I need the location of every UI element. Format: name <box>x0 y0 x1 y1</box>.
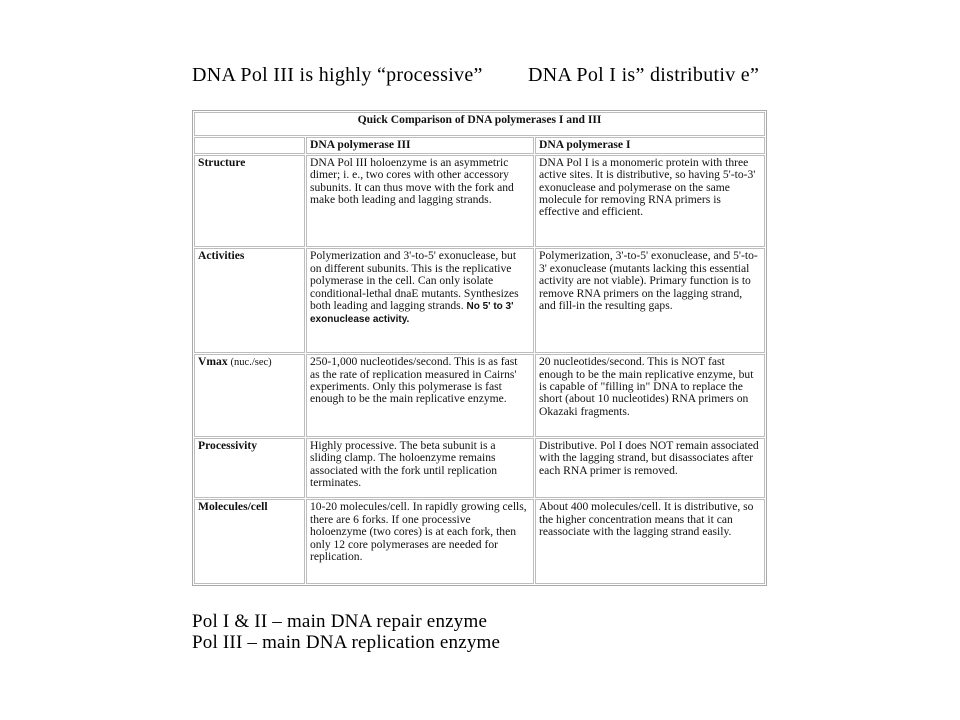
header-pol3: DNA polymerase III <box>306 137 534 154</box>
footer-pol3-replication: Pol III – main DNA replication enzyme <box>192 632 501 653</box>
comparison-table <box>193 111 766 585</box>
cell-pol3-vmax: 250-1,000 nucleotides/second. This is as fast as the rate of replication measured in Cairns' experiments. Only this polymerase is fast enough to be the main replicative enzyme. <box>306 354 534 437</box>
cell-pol3-activities-note: No 5' to 3' exonuclease activity. <box>310 301 514 326</box>
cell-pol3-activities-text: Polymerization and 3'-to-5' exonuclease, but on different subunits. This is the replicative polymerase in the cell. Can only isolate conditional-lethal dnaE mutants. Synthesizes both leading and lagging strands. <box>310 249 519 313</box>
cell-pol1-activities: Polymerization, 3'-to-5' exonuclease, and 5'-to-3' exonuclease (mutants lacking this essential activity are not viable). Primary function is to remove RNA primers on the lagging strand, and fill-in the resulting gaps. <box>535 248 765 353</box>
row-label-text: Structure <box>198 155 246 169</box>
cell-pol1-processivity: Distributive. Pol I does NOT remain associated with the lagging strand, but disassociates after each RNA primer is removed. <box>535 438 765 498</box>
table-row-vmax <box>194 354 765 437</box>
row-label-text: Vmax <box>198 355 228 369</box>
cell-pol3-molecules: 10-20 molecules/cell. In rapidly growing cells, there are 6 forks. If one processive holoenzyme (two cores) is at each fork, then only 12 core polymerases are needed for replication. <box>306 499 534 584</box>
comparison-table-container <box>192 110 767 586</box>
cell-pol1-structure: DNA Pol I is a monomeric protein with three active sites. It is distributive, so having 5'-to-3' exonuclease and polymerase on the same molecule for removing RNA primers is effective and efficient. <box>535 155 765 248</box>
table-row-activities <box>194 248 765 353</box>
row-label-activities <box>194 248 305 353</box>
header-empty-cell <box>194 137 305 154</box>
row-label-unit: (nuc./sec) <box>230 357 272 369</box>
footer-pol1-pol2-repair: Pol I & II – main DNA repair enzyme <box>192 611 488 632</box>
cell-pol1-molecules: About 400 molecules/cell. It is distributive, so the higher concentration means that it can reassociate with the lagging strand easily. <box>535 499 765 584</box>
table-row-structure <box>194 155 765 248</box>
table-row-molecules <box>194 499 765 584</box>
row-label-processivity <box>194 438 305 498</box>
row-label-molecules <box>194 499 305 584</box>
row-label-text: Processivity <box>198 438 258 452</box>
row-label-text: Activities <box>198 249 245 263</box>
cell-pol1-vmax: 20 nucleotides/second. This is NOT fast enough to be the main replicative enzyme, but is capable of "filling in" DNA to replace the short (about 10 nucleotides) RNA primers on Okazaki fragments. <box>535 354 765 437</box>
table-row-processivity <box>194 438 765 498</box>
headline-pol1-distributive: DNA Pol I is” distributiv e” <box>528 64 760 86</box>
table-title-row <box>194 112 765 136</box>
row-label-structure <box>194 155 305 248</box>
table-title: Quick Comparison of DNA polymerases I and III <box>194 112 765 136</box>
row-label-text: Molecules/cell <box>198 500 268 514</box>
headline-pol3-processive: DNA Pol III is highly “processive” <box>192 64 483 86</box>
cell-pol3-processivity: Highly processive. The beta subunit is a sliding clamp. The holoenzyme remains associated with the fork until replication terminates. <box>306 438 534 498</box>
header-pol1: DNA polymerase I <box>535 137 765 154</box>
table-header-row <box>194 137 765 154</box>
row-label-vmax <box>194 354 305 437</box>
cell-pol3-structure: DNA Pol III holoenzyme is an asymmetric dimer; i. e., two cores with other accessory subunits. It can thus move with the fork and make both leading and lagging strands. <box>306 155 534 248</box>
cell-pol3-activities <box>306 248 534 353</box>
